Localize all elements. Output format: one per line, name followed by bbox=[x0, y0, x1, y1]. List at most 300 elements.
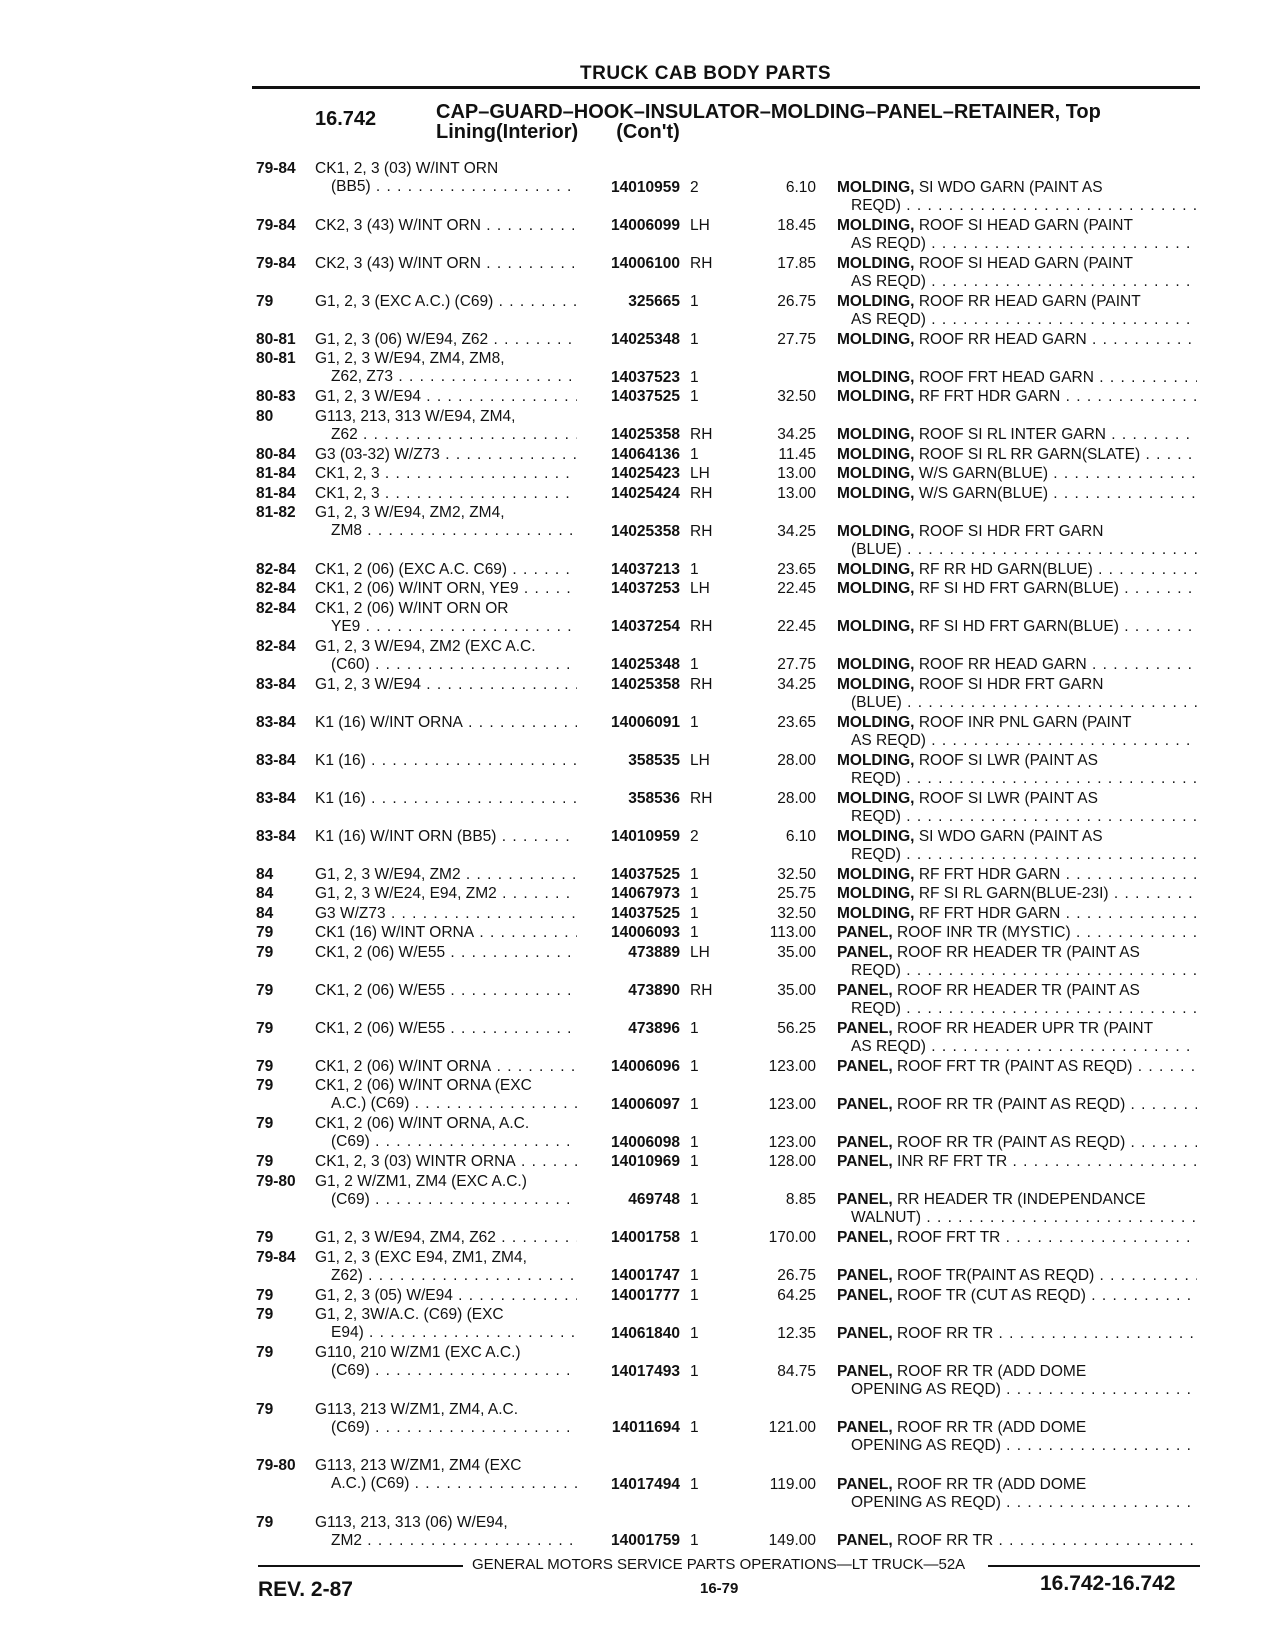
row-description bbox=[837, 426, 1197, 444]
row-model-line: A.C.) (C69) . . . bbox=[315, 1095, 577, 1113]
row-part-number: 14037254 bbox=[611, 618, 680, 635]
row-quantity: RH bbox=[690, 618, 713, 635]
row-quantity: 2 bbox=[690, 178, 699, 196]
row-description bbox=[837, 1532, 1197, 1550]
row-model-line: CK1, 2 (06) (EXC A.C. C69) . . . bbox=[315, 561, 577, 579]
row-model-line: G1, 2, 3 W/E94, ZM4, ZM8, bbox=[315, 350, 505, 367]
row-model bbox=[315, 885, 577, 903]
row-model-line: G1, 2, 3 W/E94 . . . bbox=[315, 676, 577, 694]
row-part-number: 14025348 bbox=[611, 656, 680, 673]
row-part-number: 14025423 bbox=[611, 465, 680, 482]
row-model-line: G1, 2 W/ZM1, ZM4 (EXC A.C.) bbox=[315, 1172, 527, 1190]
row-description-line: ROOF RR TR (ADD DOME bbox=[897, 1419, 1087, 1436]
row-part-number: 14061840 bbox=[611, 1324, 680, 1342]
row-noun: MOLDING, bbox=[837, 484, 915, 502]
row-description bbox=[837, 752, 1197, 788]
row-noun: MOLDING, bbox=[837, 885, 915, 902]
row-description-line: ROOF RR HEAD GARN bbox=[918, 656, 1087, 673]
row-description-line: INR RF FRT TR bbox=[897, 1153, 1008, 1170]
row-noun: PANEL, bbox=[837, 1095, 893, 1113]
row-description-line: RF SI HD FRT GARN(BLUE) bbox=[918, 618, 1119, 635]
row-description-line: OPENING AS REQD) bbox=[851, 1493, 1001, 1511]
row-model bbox=[315, 1457, 577, 1493]
row-year: 79-80 bbox=[256, 1172, 296, 1190]
row-quantity: 1 bbox=[690, 1362, 699, 1380]
row-part-number: 14025348 bbox=[611, 330, 680, 348]
row-model-line: G3 (03-32) W/Z73 . . . bbox=[315, 446, 577, 464]
row-price: 84.75 bbox=[777, 1362, 816, 1380]
row-description-line: W/S GARN(BLUE) bbox=[918, 465, 1048, 482]
row-model-line: G1, 2, 3 W/E94, ZM4, Z62 . . . bbox=[315, 1229, 577, 1247]
row-year: 83-84 bbox=[256, 675, 296, 693]
row-description bbox=[837, 523, 1197, 559]
row-part-number: 14010959 bbox=[611, 178, 680, 196]
row-description bbox=[837, 446, 1197, 464]
row-quantity: 1 bbox=[690, 368, 699, 386]
row-description bbox=[837, 1058, 1197, 1076]
row-model-line: A.C.) (C69) . . . bbox=[315, 1475, 577, 1493]
row-model bbox=[315, 331, 577, 349]
row-noun: PANEL, bbox=[837, 943, 893, 961]
row-model-line: G113, 213 W/ZM1, ZM4, A.C. bbox=[315, 1400, 518, 1418]
row-price: 35.00 bbox=[777, 943, 816, 961]
row-year: 81-84 bbox=[256, 465, 296, 482]
row-model-line: K1 (16) . . . bbox=[315, 790, 577, 808]
row-model bbox=[315, 1229, 577, 1247]
page-number: 16-79 bbox=[700, 1580, 739, 1597]
row-year: 79-80 bbox=[256, 1457, 296, 1474]
row-model bbox=[315, 1115, 577, 1151]
row-noun: PANEL, bbox=[837, 1191, 893, 1208]
row-description-line: ROOF FRT TR bbox=[897, 1229, 1001, 1246]
row-year: 79 bbox=[256, 981, 274, 999]
row-description-line: W/S GARN(BLUE) bbox=[918, 484, 1048, 502]
row-price: 25.75 bbox=[777, 885, 816, 902]
row-price: 123.00 bbox=[768, 1095, 816, 1113]
row-quantity: 1 bbox=[690, 713, 699, 731]
row-quantity: 1 bbox=[690, 1419, 699, 1436]
row-model bbox=[315, 580, 577, 598]
row-part-number: 14017493 bbox=[611, 1362, 680, 1380]
row-description bbox=[837, 485, 1197, 503]
row-model bbox=[315, 866, 577, 884]
row-description-line: SI WDO GARN (PAINT AS bbox=[918, 178, 1103, 196]
row-noun: MOLDING, bbox=[837, 560, 915, 578]
row-description bbox=[837, 1134, 1197, 1152]
row-noun: MOLDING, bbox=[837, 789, 915, 807]
row-part-number: 14010959 bbox=[611, 827, 680, 845]
row-price: 26.75 bbox=[777, 1267, 816, 1284]
row-year: 80-81 bbox=[256, 330, 296, 348]
row-year: 80-81 bbox=[256, 350, 296, 367]
row-description-line: ROOF RR TR (PAINT AS REQD) bbox=[897, 1095, 1126, 1113]
row-noun: PANEL, bbox=[837, 1475, 893, 1493]
row-model-line: G1, 2, 3W/A.C. (C69) (EXC bbox=[315, 1306, 504, 1323]
row-description-line: REQD) bbox=[851, 845, 901, 863]
row-description bbox=[837, 676, 1197, 712]
row-model-line: CK1, 2, 3 . . . bbox=[315, 465, 577, 483]
row-model bbox=[315, 905, 577, 923]
row-description-line: ROOF RR TR (ADD DOME bbox=[897, 1362, 1087, 1380]
row-year: 82-84 bbox=[256, 599, 296, 617]
row-description-line: OPENING AS REQD) bbox=[851, 1380, 1001, 1398]
row-model-line: G1, 2, 3 W/E94 . . . bbox=[315, 388, 577, 406]
row-description-line: ROOF SI HEAD GARN (PAINT bbox=[918, 254, 1133, 272]
row-quantity: 1 bbox=[690, 885, 699, 902]
row-noun: MOLDING, bbox=[837, 751, 915, 769]
row-price: 6.10 bbox=[785, 178, 816, 196]
row-description-line: WALNUT) bbox=[851, 1209, 922, 1226]
row-noun: MOLDING, bbox=[837, 178, 915, 196]
row-model bbox=[315, 982, 577, 1000]
row-quantity: LH bbox=[690, 751, 710, 769]
row-model-line: CK1, 2 (06) W/E55 . . . bbox=[315, 944, 577, 962]
row-description-line: REQD) bbox=[851, 999, 901, 1017]
row-year: 79 bbox=[256, 1286, 274, 1304]
row-noun: MOLDING, bbox=[837, 580, 915, 597]
row-price: 123.00 bbox=[768, 1133, 816, 1151]
row-year: 84 bbox=[256, 865, 274, 883]
row-model-line: G1, 2, 3 (05) W/E94 . . . bbox=[315, 1287, 577, 1305]
row-quantity: 1 bbox=[690, 1057, 699, 1075]
row-noun: MOLDING, bbox=[837, 216, 915, 234]
row-part-number: 14037213 bbox=[611, 560, 680, 578]
row-quantity: LH bbox=[690, 465, 710, 482]
section-reference: 16.742-16.742 bbox=[1040, 1572, 1176, 1595]
row-description-line: ROOF SI HDR FRT GARN bbox=[918, 522, 1104, 540]
row-model bbox=[315, 293, 577, 311]
row-description bbox=[837, 1267, 1197, 1285]
row-model-line: CK1, 2 (06) W/E55 . . . bbox=[315, 1020, 577, 1038]
row-description-line: REQD) bbox=[851, 196, 901, 214]
row-quantity: LH bbox=[690, 216, 710, 234]
row-part-number: 14001759 bbox=[611, 1532, 680, 1549]
row-description-line: ROOF SI RL RR GARN(SLATE) bbox=[918, 445, 1141, 463]
row-year: 79-84 bbox=[256, 216, 296, 234]
row-model bbox=[315, 600, 577, 636]
row-price: 123.00 bbox=[768, 1057, 816, 1075]
row-description-line: RF RR HD GARN(BLUE) bbox=[918, 560, 1093, 578]
row-price: 11.45 bbox=[778, 445, 816, 463]
row-price: 170.00 bbox=[768, 1229, 816, 1246]
row-quantity: 1 bbox=[690, 1475, 699, 1493]
row-model-line: CK1, 2 (06) W/INT ORNA (EXC bbox=[315, 1077, 532, 1094]
row-part-number: 14025358 bbox=[611, 522, 680, 540]
row-price: 32.50 bbox=[777, 904, 816, 922]
row-noun: MOLDING, bbox=[837, 865, 915, 883]
row-model bbox=[315, 1401, 577, 1437]
row-description-line: ROOF INR PNL GARN (PAINT bbox=[918, 713, 1132, 731]
section-title-continued: (Con't) bbox=[616, 121, 680, 143]
row-description-line: AS REQD) bbox=[851, 731, 926, 749]
row-model bbox=[315, 714, 577, 732]
row-quantity: 1 bbox=[690, 1095, 699, 1113]
row-model bbox=[315, 217, 577, 235]
row-model bbox=[315, 1058, 577, 1076]
row-description bbox=[837, 790, 1197, 826]
row-description-line: ROOF RR HEAD GARN (PAINT bbox=[918, 292, 1141, 310]
row-description-line: RF FRT HDR GARN bbox=[918, 865, 1061, 883]
section-title-line2: Lining(Interior) bbox=[436, 121, 579, 143]
row-noun: PANEL, bbox=[837, 981, 893, 999]
row-part-number: 473896 bbox=[628, 1019, 680, 1037]
row-model-line: Z62 . . . bbox=[315, 426, 577, 444]
row-year: 79 bbox=[256, 924, 274, 941]
row-description bbox=[837, 1476, 1197, 1512]
row-description-line: ROOF RR TR bbox=[897, 1532, 994, 1549]
row-price: 8.85 bbox=[785, 1191, 816, 1208]
row-model-line: (C69) . . . bbox=[315, 1362, 577, 1380]
row-price: 22.45 bbox=[777, 580, 816, 597]
row-part-number: 14006091 bbox=[611, 713, 680, 731]
row-price: 35.00 bbox=[777, 981, 816, 999]
row-quantity: 1 bbox=[690, 904, 699, 922]
row-noun: PANEL, bbox=[837, 1419, 893, 1436]
row-model-line: CK1, 2, 3 (03) W/INT ORN bbox=[315, 160, 499, 177]
row-price: 13.00 bbox=[777, 465, 816, 482]
revision-label: REV. 2-87 bbox=[258, 1578, 353, 1601]
row-description bbox=[837, 656, 1197, 674]
row-price: 28.00 bbox=[777, 751, 816, 769]
row-quantity: 1 bbox=[690, 330, 699, 348]
row-model-line: (C69) . . . bbox=[315, 1133, 577, 1151]
row-description bbox=[837, 982, 1197, 1018]
row-description bbox=[837, 924, 1197, 942]
row-price: 113.00 bbox=[769, 924, 816, 941]
row-quantity: 1 bbox=[690, 1153, 699, 1170]
row-model bbox=[315, 638, 577, 674]
row-description-line: ROOF RR HEADER TR (PAINT AS bbox=[897, 943, 1140, 961]
row-year: 82-84 bbox=[256, 580, 296, 597]
row-year: 80-83 bbox=[256, 388, 296, 405]
footer-rule-right bbox=[988, 1565, 1200, 1567]
row-description-line: RF FRT HDR GARN bbox=[918, 388, 1061, 405]
row-price: 12.35 bbox=[777, 1324, 816, 1342]
row-description bbox=[837, 1020, 1197, 1056]
row-model-line: CK2, 3 (43) W/INT ORN . . . bbox=[315, 255, 577, 273]
row-year: 79-84 bbox=[256, 1248, 296, 1266]
row-noun: PANEL, bbox=[837, 1133, 893, 1151]
row-model-line: CK1 (16) W/INT ORNA . . . bbox=[315, 924, 577, 942]
row-model-line: G1, 2, 3 W/E94, ZM2, ZM4, bbox=[315, 504, 505, 521]
row-price: 6.10 bbox=[785, 827, 816, 845]
row-quantity: 1 bbox=[690, 1324, 699, 1342]
row-description-line: ROOF RR HEADER UPR TR (PAINT bbox=[897, 1019, 1154, 1037]
row-year: 79 bbox=[256, 1229, 274, 1246]
row-description bbox=[837, 714, 1197, 750]
row-model-line: Z62, Z73 . . . bbox=[315, 368, 577, 386]
row-model-line: G110, 210 W/ZM1 (EXC A.C.) bbox=[315, 1344, 521, 1361]
row-description bbox=[837, 1287, 1197, 1305]
row-price: 64.25 bbox=[777, 1286, 816, 1304]
row-description-line: OPENING AS REQD) bbox=[851, 1437, 1001, 1454]
row-model-line: (C69) . . . bbox=[315, 1191, 577, 1209]
row-part-number: 473889 bbox=[628, 943, 680, 961]
row-model bbox=[315, 1306, 577, 1342]
row-price: 32.50 bbox=[777, 865, 816, 883]
row-quantity: 1 bbox=[690, 388, 699, 405]
section-title-line1: CAP–GUARD–HOOK–INSULATOR–MOLDING–PANEL–RETAINER, Top bbox=[436, 101, 1101, 123]
row-year: 79-84 bbox=[256, 254, 296, 272]
row-description bbox=[837, 465, 1197, 483]
row-model bbox=[315, 485, 577, 503]
row-quantity: RH bbox=[690, 254, 713, 272]
row-description-line: ROOF RR TR bbox=[897, 1324, 994, 1342]
row-year: 80 bbox=[256, 407, 274, 425]
row-description bbox=[837, 561, 1197, 579]
row-quantity: 1 bbox=[690, 924, 699, 941]
row-model bbox=[315, 561, 577, 579]
footer-rule-left bbox=[258, 1565, 463, 1567]
row-model-line: G1, 2, 3 (EXC A.C.) (C69) . . . bbox=[315, 293, 577, 311]
row-year: 79 bbox=[256, 1153, 274, 1170]
row-quantity: 1 bbox=[690, 1019, 699, 1037]
row-description bbox=[837, 1419, 1197, 1455]
row-noun: MOLDING, bbox=[837, 330, 915, 348]
row-quantity: 2 bbox=[690, 827, 699, 845]
row-year: 79 bbox=[256, 1344, 274, 1361]
row-description-line: AS REQD) bbox=[851, 272, 926, 290]
row-quantity: 1 bbox=[690, 865, 699, 883]
row-year: 79 bbox=[256, 1019, 274, 1037]
row-part-number: 14037525 bbox=[611, 865, 680, 883]
row-noun: PANEL, bbox=[837, 1057, 893, 1075]
row-model-line: (BB5) . . . bbox=[315, 178, 577, 196]
row-description-line: ROOF SI HDR FRT GARN bbox=[918, 675, 1104, 693]
row-model bbox=[315, 350, 577, 386]
row-model bbox=[315, 160, 577, 196]
row-part-number: 14067973 bbox=[611, 885, 680, 902]
row-year: 80-84 bbox=[256, 445, 296, 463]
row-part-number: 14064136 bbox=[611, 445, 680, 463]
row-model bbox=[315, 924, 577, 942]
row-description-line: RF FRT HDR GARN bbox=[918, 904, 1061, 922]
row-description-line: AS REQD) bbox=[851, 234, 926, 252]
row-description-line: (BLUE) bbox=[851, 693, 902, 711]
row-part-number: 469748 bbox=[628, 1191, 680, 1208]
row-part-number: 14037525 bbox=[611, 388, 680, 405]
row-noun: MOLDING, bbox=[837, 254, 915, 272]
row-description-line: ROOF FRT TR (PAINT AS REQD) bbox=[897, 1057, 1133, 1075]
row-description-line: REQD) bbox=[851, 769, 901, 787]
row-description bbox=[837, 866, 1197, 884]
row-description-line: ROOF SI RL INTER GARN bbox=[918, 426, 1106, 443]
row-model bbox=[315, 944, 577, 962]
row-description bbox=[837, 293, 1197, 329]
row-quantity: LH bbox=[690, 943, 710, 961]
row-price: 26.75 bbox=[777, 292, 816, 310]
row-description bbox=[837, 1191, 1197, 1227]
row-description-line: (BLUE) bbox=[851, 540, 902, 558]
row-quantity: 1 bbox=[690, 1267, 699, 1284]
row-quantity: 1 bbox=[690, 445, 699, 463]
section-number: 16.742 bbox=[315, 108, 377, 130]
row-noun: PANEL, bbox=[837, 1019, 893, 1037]
row-model bbox=[315, 446, 577, 464]
row-model-line: G1, 2, 3 W/E24, E94, ZM2 . . . bbox=[315, 885, 577, 903]
row-year: 84 bbox=[256, 885, 274, 902]
row-description bbox=[837, 1325, 1197, 1343]
row-part-number: 14025358 bbox=[611, 675, 680, 693]
row-quantity: 1 bbox=[690, 560, 699, 578]
row-noun: MOLDING, bbox=[837, 618, 915, 635]
row-quantity: 1 bbox=[690, 1229, 699, 1246]
row-model-line: G113, 213, 313 (06) W/E94, bbox=[315, 1513, 508, 1531]
row-model-line: ZM2 . . . bbox=[315, 1532, 577, 1550]
footer-publisher: GENERAL MOTORS SERVICE PARTS OPERATIONS—LT TRUCK—52A bbox=[472, 1556, 966, 1573]
row-description-line: RF SI RL GARN(BLUE-23I) bbox=[918, 885, 1109, 902]
row-quantity: RH bbox=[690, 522, 713, 540]
row-price: 34.25 bbox=[777, 426, 816, 443]
row-description-line: ROOF INR TR (MYSTIC) bbox=[897, 924, 1071, 941]
row-quantity: 1 bbox=[690, 1133, 699, 1151]
row-noun: MOLDING, bbox=[837, 656, 915, 673]
row-year: 79 bbox=[256, 1400, 274, 1418]
row-description-line: ROOF SI HEAD GARN (PAINT bbox=[918, 216, 1133, 234]
row-part-number: 14006097 bbox=[611, 1095, 680, 1113]
row-part-number: 14025358 bbox=[611, 426, 680, 443]
row-description bbox=[837, 828, 1197, 864]
row-model-line: Z62) . . . bbox=[315, 1267, 577, 1285]
row-price: 128.00 bbox=[768, 1153, 816, 1170]
row-model bbox=[315, 1514, 577, 1550]
row-year: 82-84 bbox=[256, 637, 296, 655]
row-description bbox=[837, 388, 1197, 406]
row-model-line: (C60) . . . bbox=[315, 656, 577, 674]
row-model-line: CK1, 2, 3 . . . bbox=[315, 485, 577, 503]
row-quantity: RH bbox=[690, 675, 713, 693]
row-part-number: 14006096 bbox=[611, 1057, 680, 1075]
row-part-number: 14006100 bbox=[611, 254, 680, 272]
row-description-line: ROOF RR TR (PAINT AS REQD) bbox=[897, 1133, 1126, 1151]
row-description bbox=[837, 905, 1197, 923]
row-year: 79 bbox=[256, 1077, 274, 1094]
row-part-number: 14011694 bbox=[611, 1419, 680, 1436]
row-price: 119.00 bbox=[769, 1475, 816, 1493]
row-quantity: RH bbox=[690, 426, 713, 443]
row-model-line: CK1, 2 (06) W/E55 . . . bbox=[315, 982, 577, 1000]
row-quantity: 1 bbox=[690, 1286, 699, 1304]
row-description bbox=[837, 580, 1197, 598]
row-year: 81-82 bbox=[256, 504, 296, 521]
row-noun: PANEL, bbox=[837, 1324, 893, 1342]
row-description bbox=[837, 217, 1197, 253]
row-year: 84 bbox=[256, 904, 274, 922]
row-year: 79-84 bbox=[256, 160, 296, 177]
row-description-line: ROOF TR(PAINT AS REQD) bbox=[897, 1267, 1095, 1284]
row-noun: MOLDING, bbox=[837, 388, 915, 405]
row-price: 28.00 bbox=[777, 789, 816, 807]
row-part-number: 14037525 bbox=[611, 904, 680, 922]
row-model-line: E94) . . . bbox=[315, 1324, 577, 1342]
row-model bbox=[315, 1173, 577, 1209]
row-model bbox=[315, 408, 577, 444]
row-part-number: 14006099 bbox=[611, 216, 680, 234]
row-description bbox=[837, 369, 1197, 387]
row-model-line: CK1, 2 (06) W/INT ORNA, A.C. bbox=[315, 1115, 530, 1132]
row-description-line: SI WDO GARN (PAINT AS bbox=[918, 827, 1103, 845]
row-model-line: (C69) . . . bbox=[315, 1419, 577, 1437]
row-part-number: 473890 bbox=[628, 981, 680, 999]
row-year: 79 bbox=[256, 943, 274, 961]
row-model bbox=[315, 1020, 577, 1038]
row-price: 23.65 bbox=[777, 713, 816, 731]
row-year: 79 bbox=[256, 1306, 274, 1323]
row-model-line: ZM8 . . . bbox=[315, 522, 577, 540]
row-model bbox=[315, 790, 577, 808]
row-price: 27.75 bbox=[777, 330, 816, 348]
row-model-line: CK1, 2 (06) W/INT ORNA . . . bbox=[315, 1058, 577, 1076]
